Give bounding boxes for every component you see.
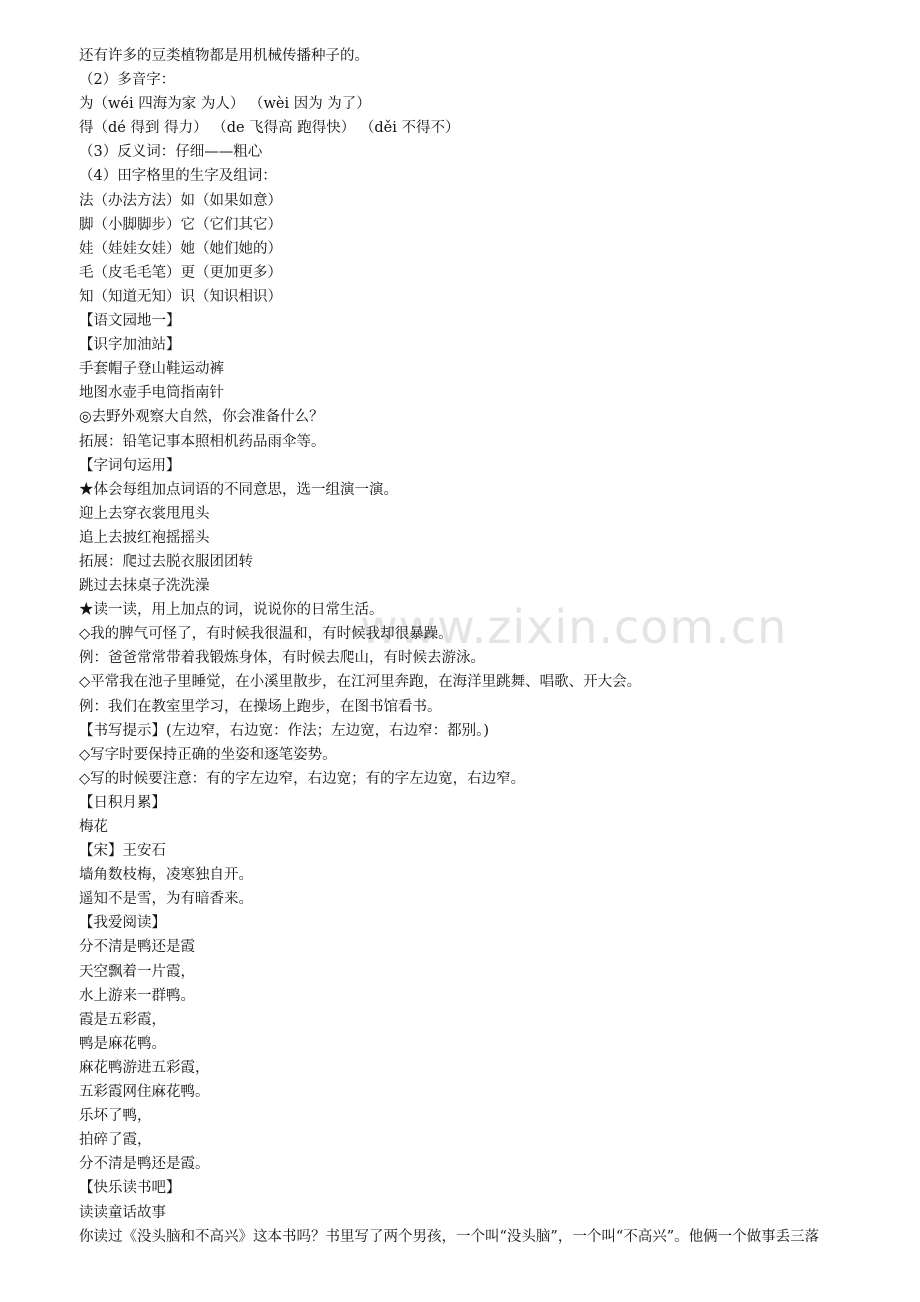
text-line: ◇写字时要保持正确的坐姿和逐笔姿势。 [79,746,337,763]
reading-line: 麻花鸭游进五彩霞， [79,1059,210,1076]
text-line: 脚（小脚脚步）它（它们其它） [79,216,282,233]
text-line: 读读童话故事 [79,1204,166,1221]
text-line: 毛（皮毛毛笔）更（更加更多） [79,264,282,281]
text-line: 知（知道无知）识（知识相识） [79,288,282,305]
text-line: 娃（娃娃女娃）她（她们她的） [79,240,282,257]
reading-line: 乐坏了鸭， [79,1108,152,1125]
text-line: 拓展：铅笔记事本照相机药品雨伞等。 [79,433,326,450]
section-heading: 【语文园地一】 [79,313,181,330]
reading-line: 天空飘着一片霞， [79,963,195,980]
text-line: 还有许多的豆类植物都是用机械传播种子的。 [79,48,369,64]
text-line: ◎去野外观察大自然，你会准备什么？ [79,409,324,426]
text-line: ◇我的脾气可怪了，有时候我很温和，有时候我却很暴躁。 [79,626,453,643]
reading-line: 霞是五彩霞， [79,1011,166,1028]
watermark: www.zixin.com.cn [360,600,788,654]
text-line: 你读过《没头脑和不高兴》这本书吗？书里写了两个男孩，一个叫“没头脑”，一个叫“不高兴”。他俩一个做事丢三落 [79,1228,820,1245]
text-line: 例：我们在教室里学习，在操场上跑步，在图书馆看书。 [79,698,442,715]
reading-line: 水上游来一群鸭。 [79,987,195,1004]
reading-line: 分不清是鸭还是霞。 [79,1156,210,1173]
section-heading: 【书写提示】(左边窄，右边宽：作法；左边宽，右边窄：都别。) [79,722,490,739]
text-line: （2）多音字： [79,72,176,89]
poem-author: 【宋】王安石 [79,843,166,860]
text-line: 追上去披红袍摇摇头 [79,529,210,546]
reading-line: 五彩霞网住麻花鸭。 [79,1084,210,1101]
poem-title: 梅花 [79,819,108,835]
text-line: 拓展：爬过去脱衣服团团转 [79,553,253,570]
text-line: ◇平常我在池子里睡觉，在小溪里散步，在江河里奔跑，在海洋里跳舞、唱歌、开大会。 [79,674,642,691]
text-line: 得（dé 得到 得力） （de 飞得高 跑得快） （děi 不得不） [79,120,460,137]
reading-line: 鸭是麻花鸭。 [79,1035,166,1052]
text-line: 为（wéi 四海为家 为人） （wèi 因为 为了） [79,96,371,113]
text-line: （3）反义词：仔细——粗心 [79,144,263,161]
text-line: 法（办法方法）如（如果如意） [79,192,282,209]
reading-title: 分不清是鸭还是霞 [79,939,195,956]
poem-line: 遥知不是雪，为有暗香来。 [79,891,253,908]
text-line: 地图水壶手电筒指南针 [79,385,224,402]
section-heading: 【识字加油站】 [79,337,181,354]
text-line: 迎上去穿衣裳甩甩头 [79,505,210,522]
text-line: ◇写的时候要注意：有的字左边窄，右边宽；有的字左边宽，右边窄。 [79,770,526,787]
text-line: 例：爸爸常常带着我锻炼身体，有时候去爬山，有时候去游泳。 [79,650,485,667]
section-heading: 【我爱阅读】 [79,915,166,932]
text-line: ★体会每组加点词语的不同意思，选一组演一演。 [79,481,398,498]
text-line: （4）田字格里的生字及组词： [79,168,277,185]
text-line: 跳过去抹桌子洗洗澡 [79,578,210,595]
section-heading: 【字词句运用】 [79,457,181,474]
section-heading: 【日积月累】 [79,794,166,811]
text-line: ★读一读，用上加点的词，说说你的日常生活。 [79,602,384,619]
reading-line: 拍碎了霞， [79,1132,152,1149]
poem-line: 墙角数枝梅，凌寒独自开。 [79,867,253,884]
section-heading: 【快乐读书吧】 [79,1180,181,1197]
text-line: 手套帽子登山鞋运动裤 [79,361,224,378]
document-body [79,44,879,1249]
